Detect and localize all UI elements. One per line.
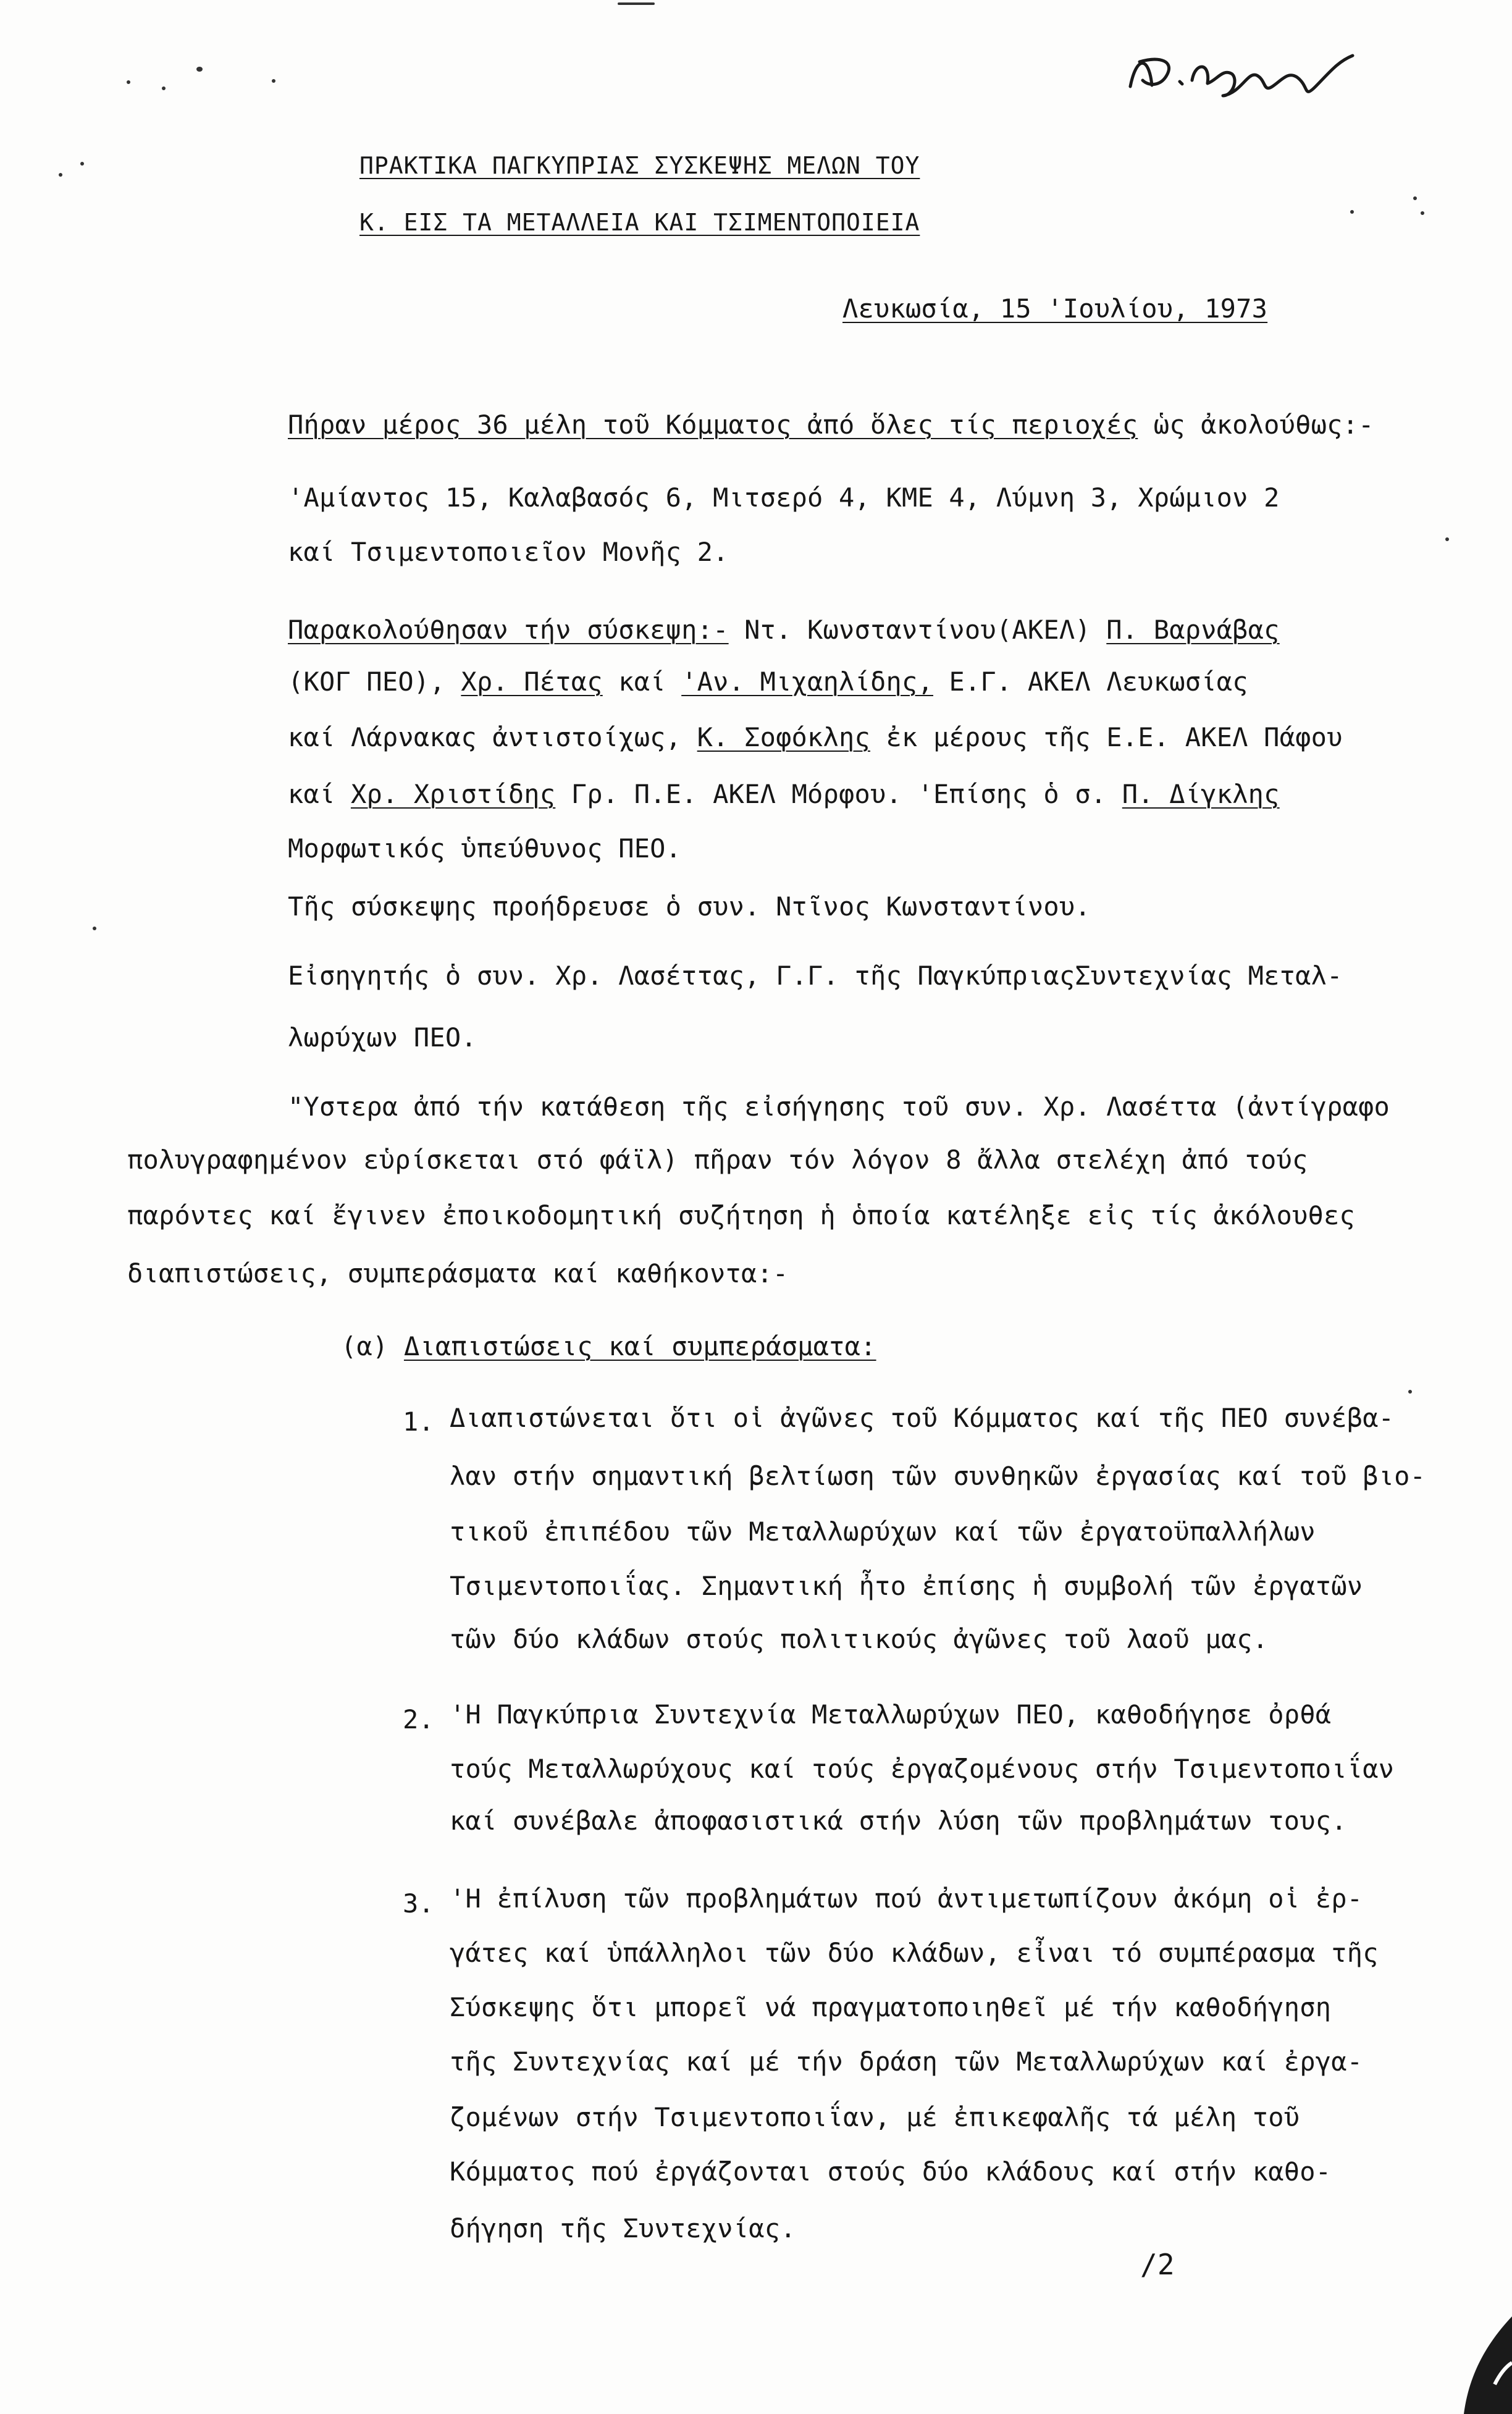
document-title-line-1: ΠΡΑΚΤΙΚΑ ΠΑΓΚΥΠΡΙΑΣ ΣΥΣΚΕΨΗΣ ΜΕΛΩΝ ΤΟΥ	[359, 152, 920, 179]
attendance-text: Ντ. Κωνσταντίνου(ΑΚΕΛ)	[728, 615, 1107, 645]
scan-speck	[1445, 537, 1449, 541]
attendee-name: Π. Δίγκλης	[1122, 779, 1280, 809]
scan-speck	[127, 80, 130, 84]
participants-intro-rest: ὡς ἀκολούθως:-	[1138, 410, 1374, 440]
discussion-line-2: πολυγραφημένον εὑρίσκεται στό φάϊλ) πῆραν τόν λόγον 8 ἄλλα στελέχη ἀπό τούς	[127, 1145, 1308, 1175]
section-a-title: Διαπιστώσεις καί συμπεράσματα:	[403, 1331, 876, 1361]
discussion-line-4: διαπιστώσεις, συμπεράσματα καί καθήκοντα:-	[127, 1258, 789, 1289]
item-3-line: τῆς Συντεχνίας καί μέ τήν δράση τῶν Μεταλλωρύχων καί ἐργα-	[450, 2046, 1363, 2077]
attendance-text: ἐκ μέρους τῆς Ε.Ε. ΑΚΕΛ Πάφου	[870, 722, 1343, 752]
rapporteur-line-1: Εἰσηγητής ὁ συν. Χρ. Λασέττας, Γ.Γ. τῆς ΠαγκύπριαςΣυντεχνίας Μεταλ-	[288, 961, 1343, 991]
item-1-line: λαν στήν σημαντική βελτίωση τῶν συνθηκῶν ἐργασίας καί τοῦ βιο-	[450, 1461, 1426, 1491]
item-3-line: ζομένων στήν Τσιμεντοποιΐαν, μέ ἐπικεφαλῆς τά μέλη τοῦ	[450, 2102, 1300, 2132]
document-date: Λευκωσία, 15 'Ιουλίου, 1973	[842, 293, 1268, 324]
item-3-line: γάτες καί ὑπάλληλοι τῶν δύο κλάδων, εἶναι τό συμπέρασμα τῆς	[450, 1938, 1379, 1968]
item-1-line: Τσιμεντοποιΐας. Σημαντική ἦτο ἐπίσης ἡ συμβολή τῶν ἐργατῶν	[450, 1571, 1363, 1601]
item-3-line: 'Η ἐπίλυση τῶν προβλημάτων πού ἀντιμετωπίζουν ἀκόμη οἱ ἐρ-	[450, 1883, 1363, 1914]
attendee-name: Χρ. Πέτας	[461, 667, 603, 697]
scan-speck	[196, 67, 203, 72]
discussion-line-3: παρόντες καί ἔγινεν ἐποικοδομητική συζήτηση ἡ ὁποία κατέληξε εἰς τίς ἀκόλουθες	[127, 1200, 1355, 1230]
item-1-number: 1.	[403, 1407, 434, 1437]
chair-statement: Τῆς σύσκεψης προήδρευσε ὁ συν. Ντῖνος Κωνσταντίνου.	[288, 891, 1091, 922]
attendance-line-1	[288, 613, 1280, 647]
participants-intro-underlined: Πήραν μέρος 36 μέλη τοῦ Κόμματος ἀπό ὅλες τίς περιοχές	[288, 410, 1138, 440]
item-3-line: δήγηση τῆς Συντεχνίας.	[450, 2213, 796, 2244]
scan-speck	[272, 79, 275, 83]
attendee-name: 'Αν. Μιχαηλίδης,	[681, 667, 933, 697]
item-1-line: Διαπιστώνεται ὅτι οἱ ἀγῶνες τοῦ Κόμματος καί τῆς ΠΕΟ συνέβα-	[450, 1403, 1395, 1433]
participants-intro	[288, 408, 1374, 442]
attendance-text: (ΚΟΓ ΠΕΟ),	[288, 667, 461, 697]
discussion-line-1: "Υστερα ἀπό τήν κατάθεση τῆς εἰσήγησης τοῦ συν. Χρ. Λασέττα (ἀντίγραφο	[288, 1091, 1390, 1122]
scan-speck	[1413, 196, 1417, 200]
document-title-line-2: Κ. ΕΙΣ ΤΑ ΜΕΤΑΛΛΕΙΑ ΚΑΙ ΤΣΙΜΕΝΤΟΠΟΙΕΙΑ	[359, 209, 920, 236]
attendance-line-5: Μορφωτικός ὑπεύθυνος ΠΕΟ.	[288, 833, 682, 864]
item-2-line: 'Η Παγκύπρια Συντεχνία Μεταλλωρύχων ΠΕΟ, καθοδήγησε ὀρθά	[450, 1699, 1332, 1730]
attendee-name: Π. Βαρνάβας	[1106, 615, 1280, 645]
item-3-line: Κόμματος πού ἐργάζονται στούς δύο κλάδους καί στήν καθο-	[450, 2156, 1332, 2187]
participants-line-2: καί Τσιμεντοποιεῖον Μονῆς 2.	[288, 537, 729, 567]
item-2-number: 2.	[403, 1704, 434, 1735]
scan-speck	[618, 2, 655, 5]
attendance-text: Γρ. Π.Ε. ΑΚΕΛ Μόρφου. 'Επίσης ὁ σ.	[555, 779, 1122, 809]
handwritten-signature	[1124, 37, 1359, 111]
attendance-text: καί	[602, 667, 682, 697]
attendee-name: Κ. Σοφόκλης	[697, 722, 870, 752]
attendance-heading: Παρακολούθησαν τήν σύσκεψη:-	[288, 615, 729, 645]
page-continuation-marker: /2	[1140, 2248, 1175, 2281]
item-3-number: 3.	[403, 1888, 434, 1919]
attendance-line-2	[288, 665, 1248, 699]
scan-speck	[1350, 210, 1354, 214]
section-a-marker: (α)	[341, 1331, 404, 1361]
item-2-line: τούς Μεταλλωρύχους καί τούς ἐργαζομένους στήν Τσιμεντοποιΐαν	[450, 1754, 1395, 1784]
scan-speck	[93, 927, 96, 930]
attendance-text: καί	[288, 779, 351, 809]
section-a-heading	[341, 1329, 876, 1364]
attendance-text: Ε.Γ. ΑΚΕΛ Λευκωσίας	[933, 667, 1248, 697]
item-3-line: Σύσκεψης ὅτι μπορεῖ νά πραγματοποιηθεῖ μέ τήν καθοδήγηση	[450, 1992, 1332, 2022]
corner-scan-mark	[1458, 2310, 1512, 2414]
attendance-text: καί Λάρνακας ἀντιστοίχως,	[288, 722, 697, 752]
attendance-line-3	[288, 720, 1343, 755]
scan-speck	[59, 173, 62, 177]
participants-line-1: 'Αμίαντος 15, Καλαβασός 6, Μιτσερό 4, ΚΜΕ 4, Λύμνη 3, Χρώμιον 2	[288, 482, 1280, 513]
scan-speck	[80, 162, 84, 166]
scan-speck	[1408, 1390, 1412, 1394]
attendee-name: Χρ. Χριστίδης	[350, 779, 556, 809]
rapporteur-line-2: λωρύχων ΠΕΟ.	[288, 1022, 477, 1053]
item-2-line: καί συνέβαλε ἀποφασιστικά στήν λύση τῶν προβλημάτων τους.	[450, 1806, 1347, 1836]
item-1-line: τῶν δύο κλάδων στούς πολιτικούς ἀγῶνες τοῦ λαοῦ μας.	[450, 1624, 1269, 1654]
scan-speck	[1421, 211, 1424, 215]
item-1-line: τικοῦ ἐπιπέδου τῶν Μεταλλωρύχων καί τῶν ἐργατοϋπαλλήλων	[450, 1516, 1316, 1547]
attendance-line-4	[288, 777, 1280, 812]
scan-speck	[162, 86, 166, 90]
